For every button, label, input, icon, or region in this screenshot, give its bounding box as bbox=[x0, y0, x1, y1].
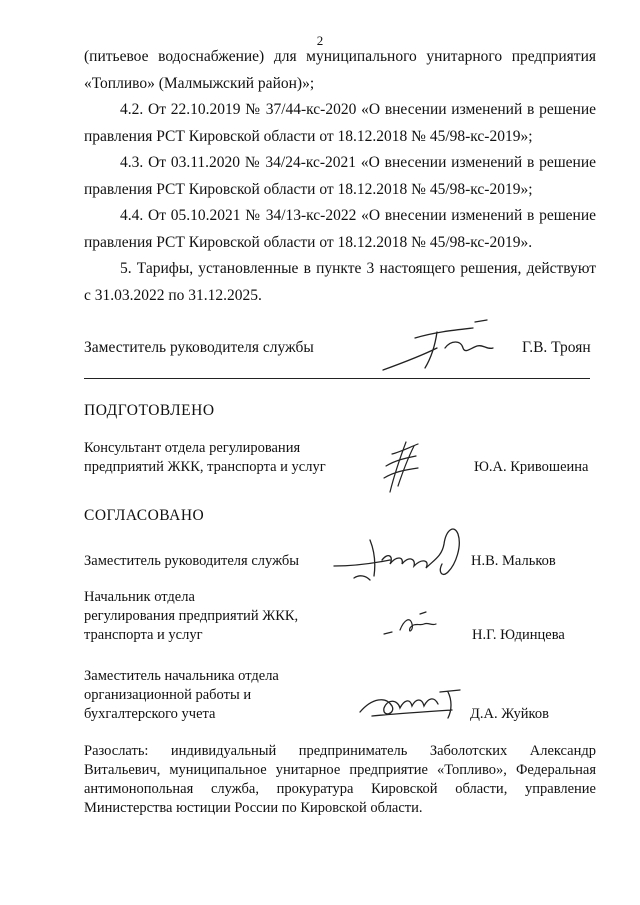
prepared-title-line1: Консультант отдела регулирования bbox=[84, 440, 301, 456]
agreed-1-name: Н.В. Мальков bbox=[471, 553, 556, 569]
signatory-title: Заместитель руководителя службы bbox=[84, 339, 314, 356]
agreed-2-title-line3: транспорта и услуг bbox=[84, 627, 203, 643]
paragraph-4-2: 4.2. От 22.10.2019 № 37/44-кс-2020 «О внесении изменений в решение правления РСТ Кировской области от 18.12.2018 № 45/98-кс-2019»; bbox=[84, 101, 596, 145]
agreed-1-title: Заместитель руководителя службы bbox=[84, 553, 300, 569]
agreed-3-title-line2: организационной работы и bbox=[84, 687, 252, 703]
decision-body bbox=[84, 44, 596, 309]
signature-zhuikov bbox=[352, 680, 472, 724]
agreed-3-name: Д.А. Жуйков bbox=[470, 706, 549, 722]
prepared-heading: ПОДГОТОВЛЕНО bbox=[84, 402, 215, 419]
signature-malkov bbox=[330, 516, 480, 596]
signature-troyan bbox=[375, 318, 505, 378]
agreed-3-title-line3: бухгалтерского учета bbox=[84, 706, 216, 722]
paragraph-5: 5. Тарифы, установленные в пункте 3 настоящего решения, действуют с 31.03.2022 по 31.12.2025. bbox=[84, 260, 596, 304]
signatory-name: Г.В. Троян bbox=[522, 339, 591, 356]
distribution-list: Разослать: индивидуальный предприниматель Заболотских Александр Витальевич, муниципальное унитарное предприятие «Топливо», Федеральная антимонопольная служба, прокуратура Кировской области, управление Министерства юстиции России по Кировской области. bbox=[84, 743, 596, 816]
agreed-3-title-line1: Заместитель начальника отдела bbox=[84, 668, 279, 684]
paragraph-4-4: 4.4. От 05.10.2021 № 34/13-кс-2022 «О внесении изменений в решение правления РСТ Кировской области от 18.12.2018 № 45/98-кс-2019». bbox=[84, 207, 596, 251]
agreed-2-title-line2: регулирования предприятий ЖКК, bbox=[84, 608, 299, 624]
separator-line bbox=[84, 378, 590, 379]
prepared-title-line2: предприятий ЖКК, транспорта и услуг bbox=[84, 459, 326, 475]
page-number: 2 bbox=[316, 33, 324, 48]
agreed-heading: СОГЛАСОВАНО bbox=[84, 507, 205, 524]
agreed-2-title-line1: Начальник отдела bbox=[84, 589, 195, 605]
paragraph-continuation: (питьевое водоснабжение) для муниципального унитарного предприятия «Топливо» (Малмыжский район)»; bbox=[84, 48, 596, 92]
signature-yudintseva bbox=[380, 606, 450, 642]
prepared-name: Ю.А. Кривошеина bbox=[474, 459, 589, 475]
signature-krivosheina bbox=[376, 436, 426, 496]
paragraph-4-3: 4.3. От 03.11.2020 № 34/24-кс-2021 «О внесении изменений в решение правления РСТ Кировской области от 18.12.2018 № 45/98-кс-2019»; bbox=[84, 154, 596, 198]
agreed-2-name: Н.Г. Юдинцева bbox=[472, 627, 565, 643]
